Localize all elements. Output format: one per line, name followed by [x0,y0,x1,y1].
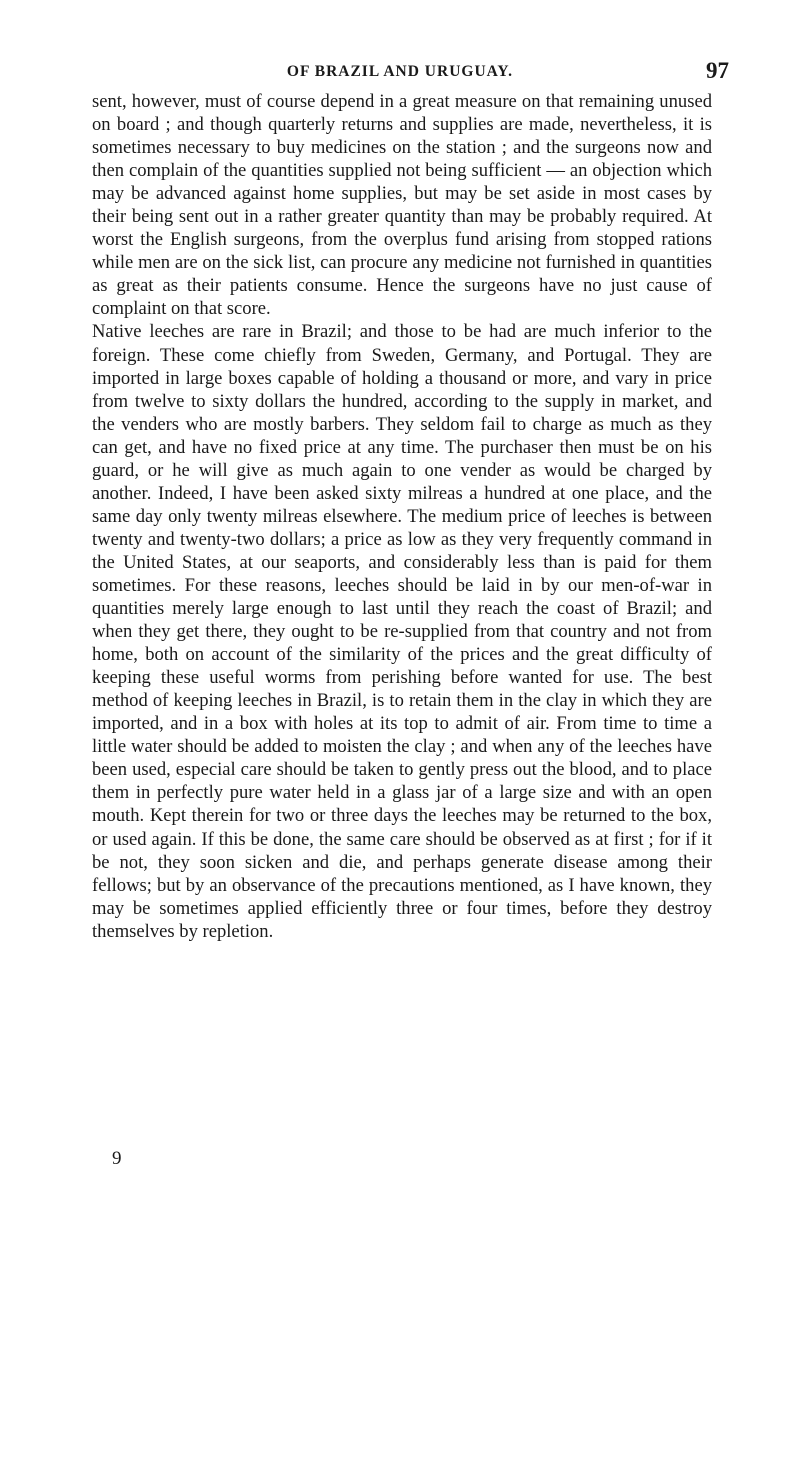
running-head: OF BRAZIL AND URUGUAY. [286,63,514,80]
paragraph-leeches: Native leeches are rare in Brazil; and those to be had are much inferior to the foreign. These come chiefly from Sweden, Germany, and Portugal. They are imported in large boxes capable of holding a thousand or more, and vary in price from twelve to sixty dollars the hundred, according to the supply in market, and the venders who are mostly barbers. They seldom fail to charge as much as they can get, and have no fixed price at any time. The purchaser then must be on his guard, or he will give as much again to one vender as would be charged by another. Indeed, I have been asked sixty milreas a hundred at one place, and the same day only twenty milreas elsewhere. The medium price of leeches is between twenty and twenty-two dollars; a price as low as they very frequently command in the United States, at our seaports, and considerably less than is paid for them sometimes. For these reasons, leeches should be laid in by our men-of-war in quantities merely large enough to last until they reach the coast of Brazil; and when they get there, they ought to be re-supplied from that country and not from home, both on account of the similarity of the prices and the great difficulty of keeping these useful worms from perishing before wanted for use. The best method of keeping leeches in Brazil, is to retain them in the clay in which they are imported, and in a box with holes at its top to admit of air. From time to time a little water should be added to moisten the clay ; and when any of the leeches have been used, especial care should be taken to gently press out the blood, and to place them in perfectly pure water held in a glass jar of a large size and with an open mouth. Kept therein for two or three days the leeches may be returned to the box, or used again. If this be done, the same care should be observed as at first ; for if it be not, they soon sicken and die, and perhaps generate disease among their fellows; but by an observance of the precautions mentioned, as I have known, they may be sometimes applied efficiently three or four times, before they destroy themselves by repletion. [92,321,712,942]
signature-mark: 9 [112,1148,122,1169]
paragraph-supplies: sent, however, must of course depend in a great measure on that remaining unused on board ; and though quarterly returns and supplies are made, nevertheless, it is sometimes necessary to buy medicines on the station ; and the surgeons now and then complain of the quantities supplied not being sufficient — an objection which may be advanced against home supplies, but may be set aside in most cases by their being sent out in a rather greater quantity than may be probably required. At worst the English surgeons, from the overplus fund arising from stopped rations while men are on the sick list, can procure any medicine not furnished in quantities as great as their patients consume. Hence the surgeons have no just cause of complaint on that score. [92,91,712,320]
page-number: 97 [706,58,729,83]
body-text [92,90,712,943]
